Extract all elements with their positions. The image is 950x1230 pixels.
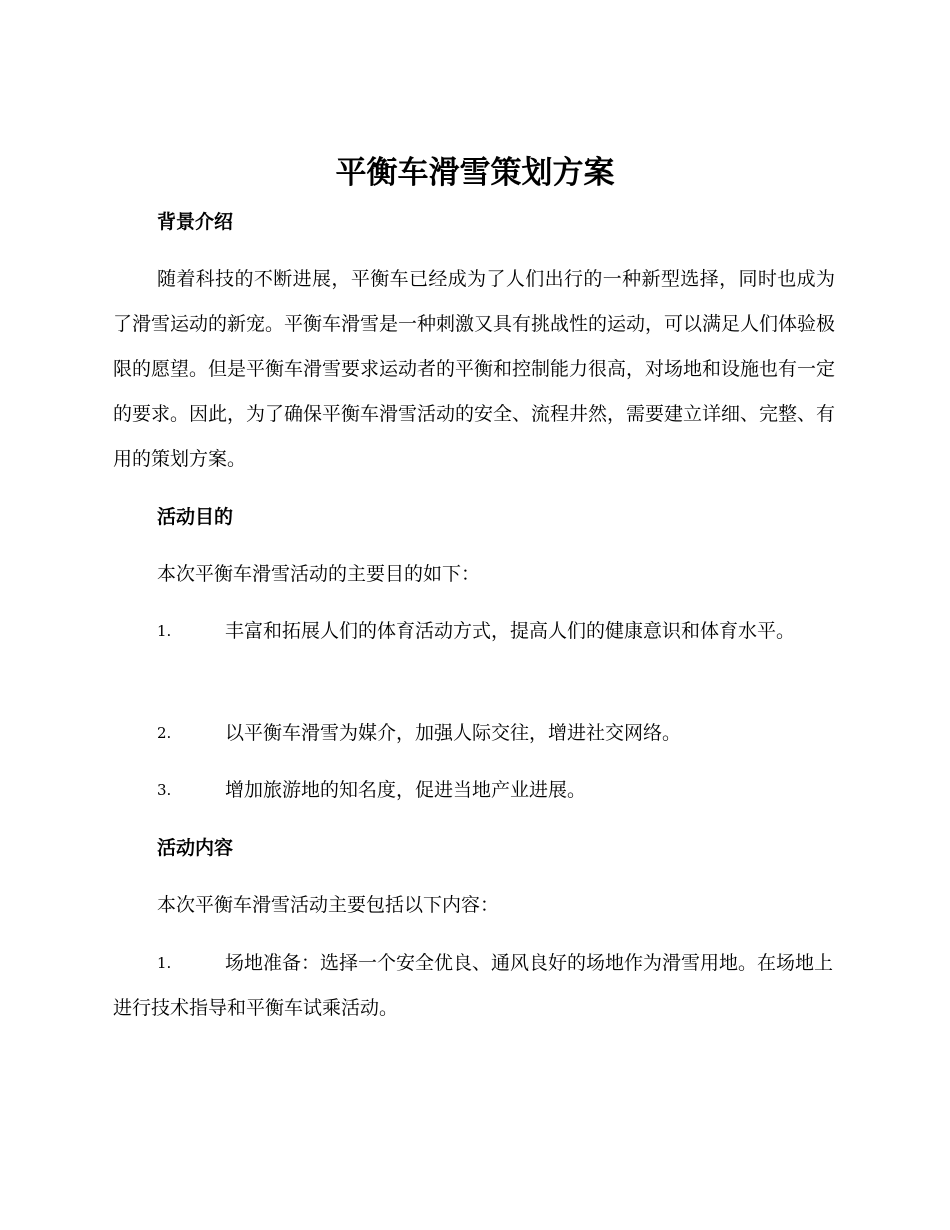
purpose-list-item (113, 609, 835, 654)
purpose-list-item (113, 711, 835, 756)
background-paragraph: 随着科技的不断进展，平衡车已经成为了人们出行的一种新型选择，同时也成为了滑雪运动的新宠。平衡车滑雪是一种刺激又具有挑战性的运动，可以满足人们体验极限的愿望。但是平衡车滑雪要求运动者的平衡和控制能力很高，对场地和设施也有一定的要求。因此，为了确保平衡车滑雪活动的安全、流程井然，需要建立详细、完整、有用的策划方案。 (113, 268, 836, 470)
purpose-list-item (113, 768, 835, 813)
purpose-intro: 本次平衡车滑雪活动的主要目的如下： (157, 563, 481, 585)
list-text: 丰富和拓展人们的体育活动方式，提高人们的健康意识和体育水平。 (225, 620, 796, 642)
list-number: 3. (157, 781, 172, 799)
list-text: 增加旅游地的知名度，促进当地产业进展。 (225, 779, 587, 801)
section-heading-purpose: 活动目的 (157, 506, 234, 528)
list-text: 场地准备：选择一个安全优良、通风良好的场地作为滑雪用地。在场地上进行技术指导和平衡车试乘活动。 (113, 952, 834, 1019)
list-number: 2. (157, 724, 172, 742)
document-title: 平衡车滑雪策划方案 (335, 155, 615, 191)
content-intro: 本次平衡车滑雪活动主要包括以下内容： (157, 894, 500, 916)
list-text: 以平衡车滑雪为媒介，加强人际交往，增进社交网络。 (225, 722, 682, 744)
section-heading-content: 活动内容 (157, 837, 234, 859)
list-number: 1. (157, 622, 172, 640)
section-heading-background: 背景介绍 (157, 211, 234, 233)
list-number: 1. (157, 954, 172, 972)
content-list-item (113, 941, 835, 1031)
